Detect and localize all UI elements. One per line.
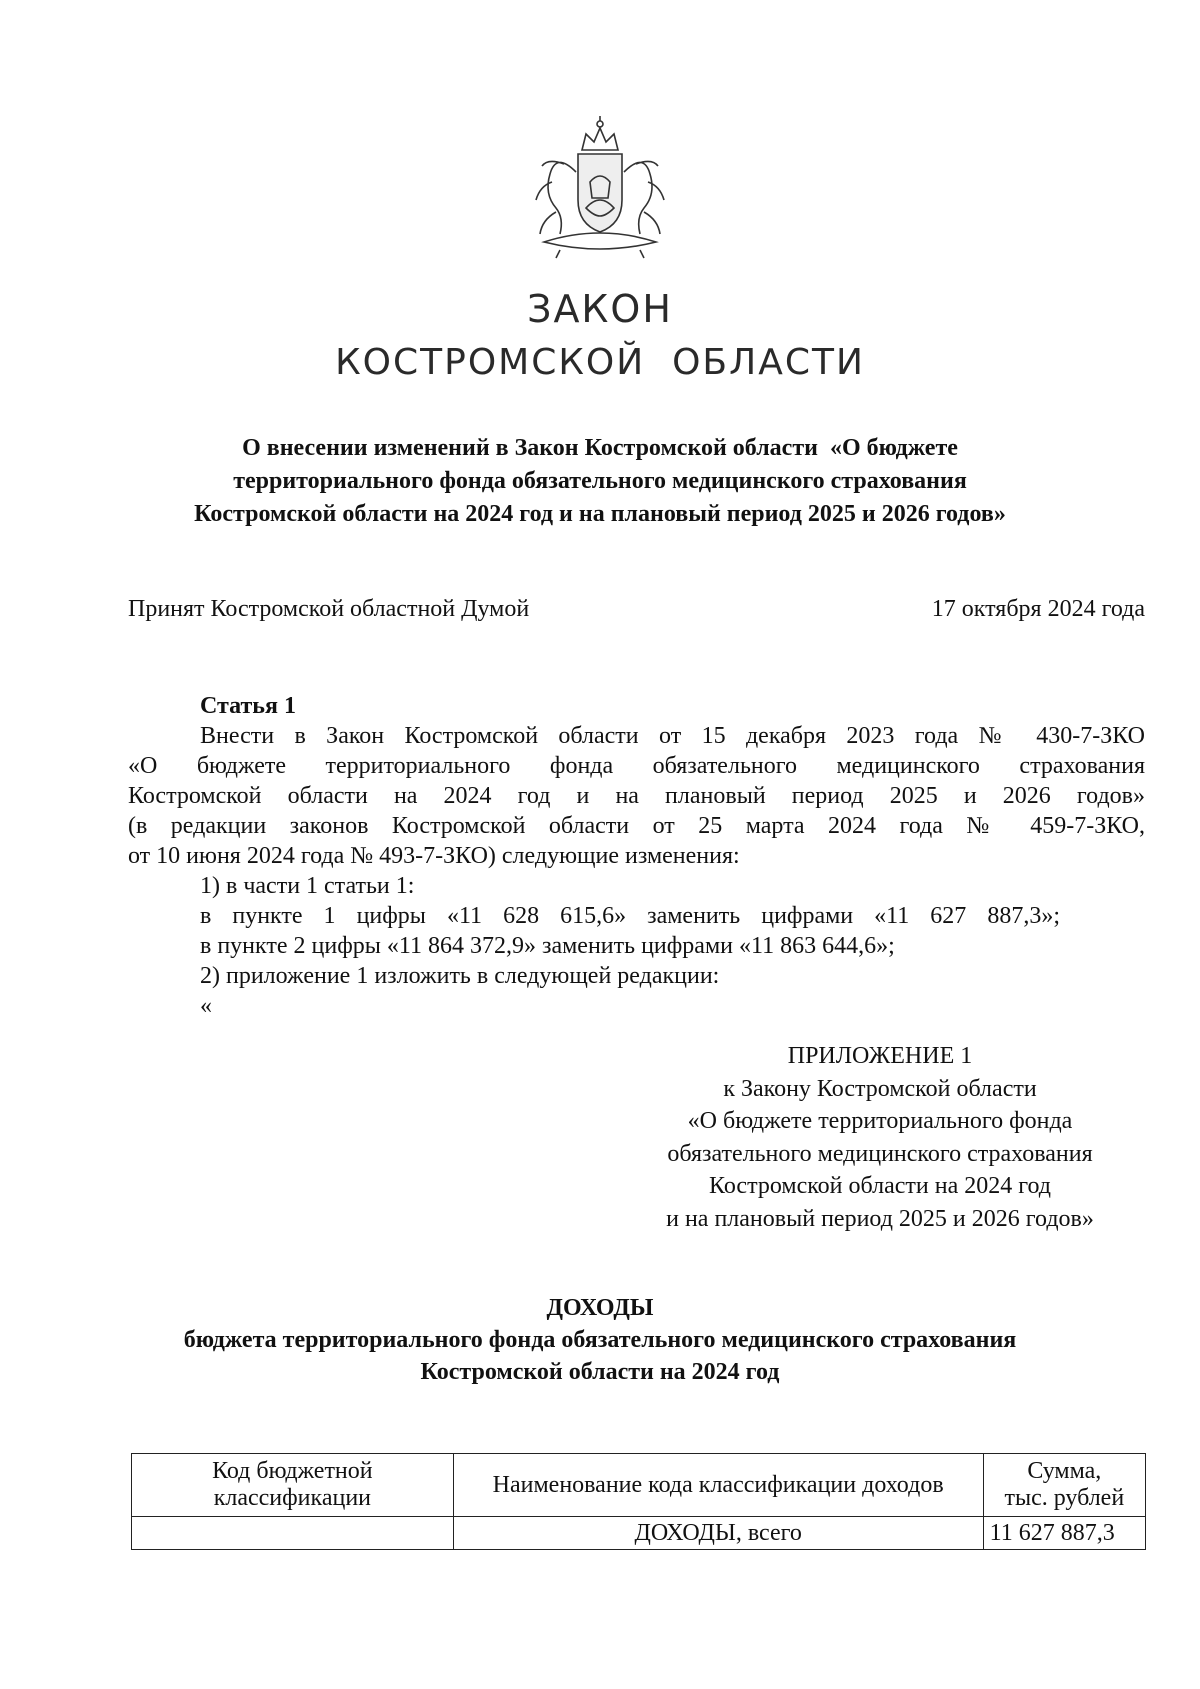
header-sum-line: тыс. рублей [1004,1485,1125,1511]
appendix-block [600,1040,1160,1235]
cell-name: ДОХОДЫ, всего [453,1517,983,1550]
cell-sum: 11 627 887,3 [983,1517,1145,1550]
header-sum-line: Сумма, [1027,1458,1102,1484]
amendment-item: 1) в части 1 статьи 1: [200,873,415,899]
article-text-line: «О бюджете территориального фонда обязательного медицинского страхования [128,753,1145,779]
article-text-line: (в редакции законов Костромской области от 25 марта 2024 года № 459-7-ЗКО, [128,813,1145,839]
amendment-subitem: в пункте 2 цифры «11 864 372,9» заменить цифрами «11 863 644,6»; [200,933,895,959]
income-table [131,1453,1146,1550]
region-heading: КОСТРОМСКОЙ ОБЛАСТИ [335,342,865,383]
law-title [140,432,1060,531]
article-text-line: Костромской области на 2024 год и на плановый период 2025 и 2026 годов» [128,783,1145,809]
law-title-line: территориального фонда обязательного медицинского страхования [233,468,967,494]
header-code-line: классификации [213,1485,371,1511]
adopted-by: Принят Костромской областной Думой [128,596,530,622]
law-title-line: О внесении изменений в Закон Костромской области «О бюджете [242,435,958,461]
cell-code [132,1517,454,1550]
header-name: Наименование кода классификации доходов [453,1454,983,1517]
appendix-line: ПРИЛОЖЕНИЕ 1 [787,1043,973,1069]
amendment-item: 2) приложение 1 изложить в следующей редакции: [200,963,720,989]
open-quote: « [200,993,212,1019]
appendix-line: «О бюджете территориального фонда [687,1108,1073,1134]
table-row [132,1517,1146,1550]
header-code-line: Код бюджетной [212,1458,373,1484]
header-code [132,1454,454,1517]
kostroma-coat-of-arms-icon [520,112,680,262]
appendix-line: Костромской области на 2024 год [709,1173,1051,1199]
law-heading: ЗАКОН [527,287,673,331]
income-title: ДОХОДЫ [546,1295,654,1321]
header-sum [983,1454,1145,1517]
appendix-line: к Закону Костромской области [723,1075,1037,1102]
income-subtitle-line: Костромской области на 2024 год [420,1359,780,1385]
appendix-line: обязательного медицинского страхования [667,1140,1093,1167]
article-text-line: от 10 июня 2024 года № 493-7-ЗКО) следующие изменения: [128,843,740,869]
adoption-date: 17 октября 2024 года [931,596,1145,622]
income-subtitle-line: бюджета территориального фонда обязательного медицинского страхования [183,1327,1017,1353]
article-text-line: Внести в Закон Костромской области от 15 декабря 2023 года № 430-7-ЗКО [200,723,1145,749]
article-heading: Статья 1 [200,693,296,719]
income-heading [100,1292,1100,1388]
appendix-line: и на плановый период 2025 и 2026 годов» [666,1205,1094,1232]
table-header-row [132,1454,1146,1517]
law-title-line: Костромской области на 2024 год и на плановый период 2025 и 2026 годов» [194,501,1006,527]
amendment-subitem: в пункте 1 цифры «11 628 615,6» заменить цифрами «11 627 887,3»; [200,903,1060,929]
